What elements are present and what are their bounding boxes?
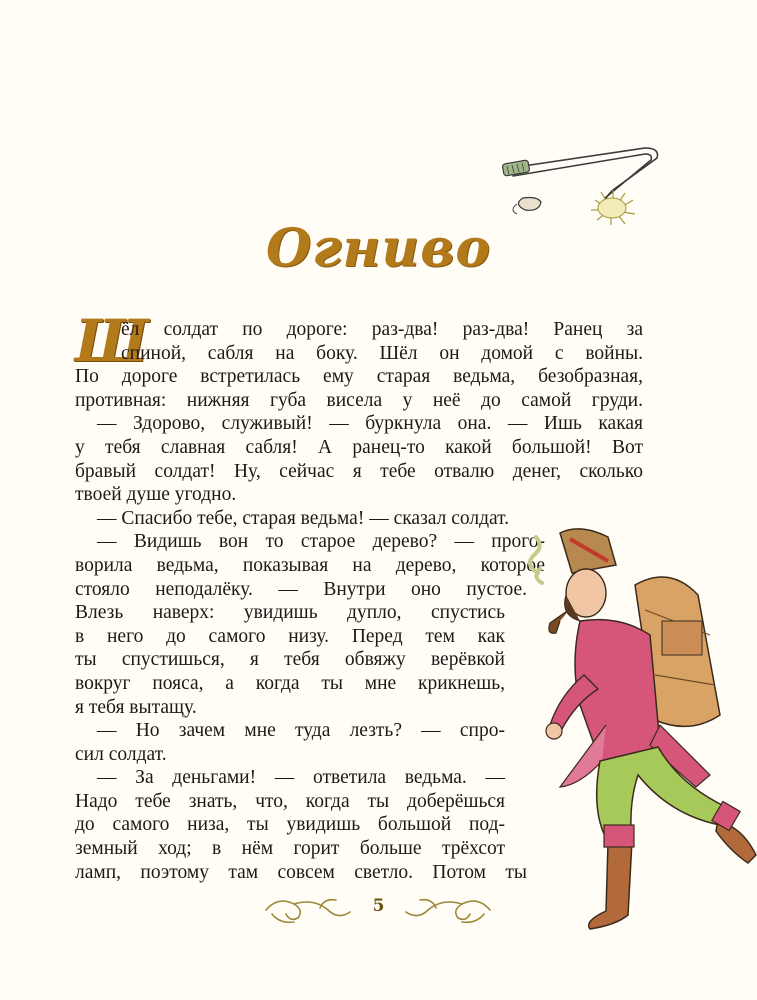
text-line: По дороге встретилась ему старая ведьма, безобразная,: [75, 366, 643, 388]
text-line: у тебя славная сабля! А ранец-то какой большой! Вот: [75, 436, 643, 458]
text-line: Влезь наверх: увидишь дупло, спустись: [75, 602, 505, 624]
text-line: стояло неподалёку. — Внутри оно пустое.: [75, 578, 527, 600]
text-line: противная: нижняя губа висела у неё до самой груди.: [75, 389, 643, 411]
text-line: ламп, поэтому там совсем светло. Потом ты: [75, 861, 527, 883]
text-line: ты спустишься, я тебя обвяжу верёвкой: [75, 649, 505, 671]
text-line: — Но зачем мне туда лезть? — спро-: [97, 720, 505, 742]
text-line: земный ход; в нём горит больше трёхсот: [75, 838, 505, 860]
page-number: 5: [372, 896, 385, 916]
text-line: спиной, сабля на боку. Шёл он домой с войны.: [121, 342, 643, 364]
text-line: вокруг пояса, а когда ты мне крикнешь,: [75, 672, 505, 694]
text-line: бравый солдат! Ну, сейчас я тебе отвалю денег, сколько: [75, 460, 643, 482]
text-line: твоей душе угодно.: [75, 484, 237, 506]
text-line: сил солдат.: [75, 743, 167, 765]
text-line: в него до самого низу. Перед тем как: [75, 625, 505, 647]
text-line: Надо тебе знать, что, когда ты доберёшься: [75, 790, 505, 812]
tongs-illustration: [495, 140, 670, 225]
text-line: ёл солдат по дороге: раз-два! раз-два! Ранец за: [121, 319, 643, 340]
text-line: до самого низа, ты увидишь большой под-: [75, 814, 505, 836]
text-line: ворила ведьма, показывая на дерево, которое: [75, 554, 545, 576]
text-line: я тебя вытащу.: [75, 696, 197, 718]
drop-cap: Ш: [75, 307, 149, 375]
soldier-illustration: [520, 525, 757, 950]
text-line: — Здорово, служивый! — буркнула она. — Ишь какая: [97, 413, 643, 435]
page-title: Огниво: [265, 218, 492, 279]
text-line: — За деньгами! — ответила ведьма. —: [97, 767, 505, 789]
text-line: — Видишь вон то старое дерево? — прого-: [97, 531, 545, 553]
text-line: — Спасибо тебе, старая ведьма! — сказал солдат.: [97, 507, 510, 529]
